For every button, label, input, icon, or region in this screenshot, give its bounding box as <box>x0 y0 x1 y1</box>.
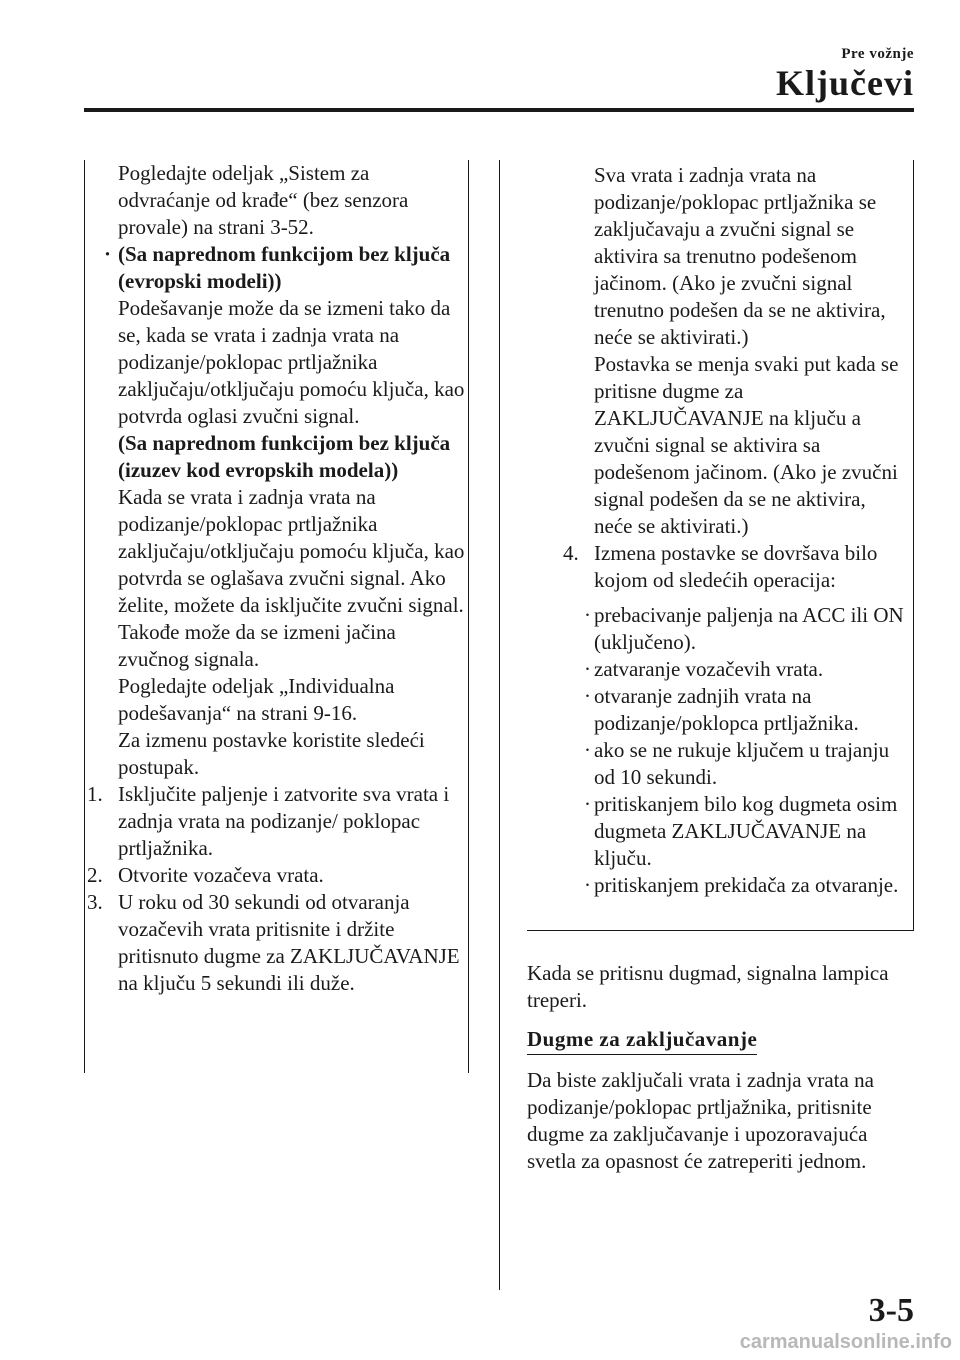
section-subheading <box>527 1026 917 1055</box>
list-item <box>584 656 909 683</box>
paragraph: Pogledajte odeljak „Individualna podešavanja“ na strani 9-16. <box>118 674 395 725</box>
list-item <box>563 540 909 594</box>
bullet-heading-european <box>104 241 466 295</box>
page-title: Ključevi <box>776 63 914 103</box>
list-text: pritiskanjem bilo kog dugmeta osim dugmeta ZAKLJUČAVANJE na ključu. <box>594 792 898 870</box>
list-text: Izmena postavke se dovršava bilo kojom od sledećih operacija: <box>594 541 878 592</box>
column-1 <box>87 160 466 997</box>
heading-non-european: (Sa naprednom funkcijom bez ključa (izuzev kod evropskih modela)) <box>118 431 451 482</box>
column-rule-left <box>84 160 85 1073</box>
list-item <box>584 683 909 737</box>
list-item <box>584 791 909 872</box>
paragraph: Za izmenu postavke koristite sledeći postupak. <box>118 728 425 779</box>
bullet-heading-text: (Sa naprednom funkcijom bez ključa (evropski modeli)) <box>118 242 451 293</box>
column-3 <box>527 960 917 1175</box>
list-number: 3. <box>87 890 103 914</box>
column-rule-mid <box>468 160 469 1073</box>
box-rule-bottom <box>527 930 914 931</box>
list-item <box>87 889 466 997</box>
header-rule <box>84 108 914 112</box>
list-text: U roku od 30 sekundi od otvaranja vozačevih vrata pritisnite i držite pritisnuto dugme za ZAKLJUČAVANJE na ključu 5 sekundi ili duže. <box>118 890 460 995</box>
list-text: Otvorite vozačeva vrata. <box>118 863 324 887</box>
list-number: 4. <box>563 541 579 565</box>
list-text: ako se ne rukuje ključem u trajanju od 10 sekundi. <box>594 738 890 789</box>
bullet-icon: · <box>584 873 591 897</box>
paragraph: Postavka se menja svaki put kada se pritisne dugme za ZAKLJUČAVANJE na ključu a zvučni signal se aktivira sa podešenom jačinom. (Ako je zvučni signal podešen da se ne aktivira, neće se aktivirati.) <box>594 352 899 538</box>
list-number: 1. <box>87 782 103 806</box>
column-rule-center <box>499 160 500 1290</box>
bullet-icon: · <box>584 603 591 627</box>
bullet-icon: · <box>584 657 591 681</box>
page-number: 3-5 <box>868 1292 914 1329</box>
bullet-icon: · <box>104 242 112 266</box>
list-text: otvaranje zadnjih vrata na podizanje/poklopca prtljažnika. <box>594 684 859 735</box>
paragraph: Da biste zaključali vrata i zadnja vrata na podizanje/poklopac prtljažnika, pritisnite dugme za zaključavanje i upozoravajuća svetla za opasnost će zatreperiti jednom. <box>527 1068 874 1173</box>
list-item <box>584 602 909 656</box>
bullet-icon: · <box>584 792 591 816</box>
header-section: Pre vožnje <box>841 46 914 62</box>
box-rule-right <box>913 160 914 930</box>
paragraph: Kada se pritisnu dugmad, signalna lampica treperi. <box>527 961 889 1012</box>
paragraph: Sva vrata i zadnja vrata na podizanje/poklopac prtljažnika se zaključavaju a zvučni signal se aktivira sa trenutno podešenom jačinom. (Ako je zvučni signal trenutno podešen da se ne aktivira, neće se aktivirati.) <box>594 163 886 349</box>
paragraph: Takođe može da se izmeni jačina zvučnog signala. <box>118 620 396 671</box>
paragraph: Kada se vrata i zadnja vrata na podizanje/poklopac prtljažnika zaključaju/otključaju pomoću ključa, kao potvrda se oglašava zvučni signal. Ako želite, možete da isključite zvučni signal. <box>118 485 465 617</box>
list-text: Isključite paljenje i zatvorite sva vrata i zadnja vrata na podizanje/ poklopac prtljažnika. <box>118 782 450 860</box>
list-text: prebacivanje paljenja na ACC ili ON (uključeno). <box>594 603 904 654</box>
subheading-text: Dugme za zaključavanje <box>527 1026 757 1055</box>
bullet-icon: · <box>584 684 591 708</box>
watermark: carmanualsonline.info <box>739 1331 952 1353</box>
list-text: pritiskanjem prekidača za otvaranje. <box>594 873 899 897</box>
paragraph: Podešavanje može da se izmeni tako da se, kada se vrata i zadnja vrata na podizanje/poklopac prtljažnika zaključaju/otključaju pomoću ključa, kao potvrda oglasi zvučni signal. <box>118 296 465 428</box>
bullet-icon: · <box>584 738 591 762</box>
column-2 <box>563 162 909 899</box>
list-number: 2. <box>87 863 103 887</box>
intro-paragraph: Pogledajte odeljak „Sistem za odvraćanje od krađe“ (bez senzora provale) na strani 3-52. <box>118 161 409 239</box>
list-item <box>87 781 466 862</box>
list-text: zatvaranje vozačevih vrata. <box>594 657 824 681</box>
list-item <box>87 862 466 889</box>
list-item <box>584 872 909 899</box>
list-item <box>584 737 909 791</box>
